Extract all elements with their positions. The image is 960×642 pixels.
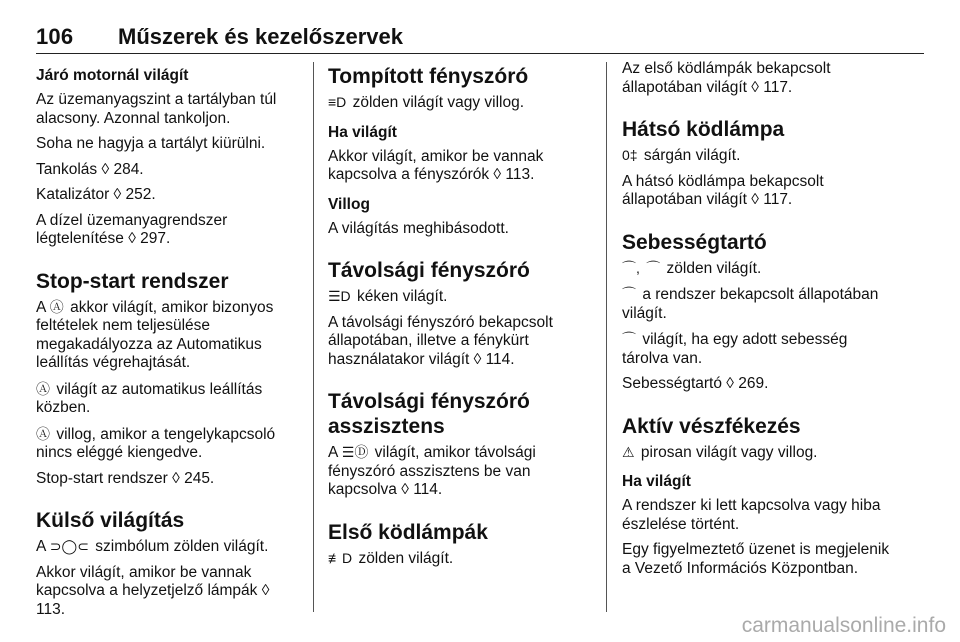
column-divider bbox=[606, 62, 607, 612]
paragraph: Soha ne hagyja a tartályt kiürülni. bbox=[36, 135, 266, 152]
paragraph: ⚠ pirosan világít vagy villog. bbox=[622, 443, 818, 461]
paragraph: ≡D zölden világít vagy villog. bbox=[328, 94, 525, 111]
watermark: carmanualsonline.info bbox=[741, 614, 946, 637]
high-beam-assist-icon: ☰Ⓓ bbox=[341, 444, 369, 460]
page-number: 106 bbox=[36, 24, 74, 49]
column-divider bbox=[313, 62, 314, 612]
paragraph: Az üzemanyagszint a tartályban túl alacsony. Azonnal tankoljon. bbox=[36, 91, 277, 127]
A-circle-icon: Ⓐ bbox=[49, 298, 64, 315]
paragraph: ☰D kéken világít. bbox=[328, 288, 448, 305]
cross-reference[interactable]: Akkor világít, amikor be vannak kapcsolva a helyzetjelző lámpák ◊ 113. bbox=[36, 563, 270, 618]
cross-reference[interactable]: A dízel üzemanyagrendszer légtelenítése ◊ 297. bbox=[36, 211, 228, 247]
cruise-control-icon: ⌒ bbox=[622, 286, 636, 302]
section-heading: Stop-start rendszer bbox=[36, 269, 229, 293]
paragraph: ≢D zölden világít. bbox=[328, 549, 454, 567]
paragraph: Ⓐ világít az automatikus leállítás közben. bbox=[36, 380, 263, 416]
low-beam-icon: ≡D bbox=[328, 94, 347, 110]
section-heading: Hátsó ködlámpa bbox=[622, 118, 785, 141]
column-1 bbox=[36, 60, 298, 626]
paragraph: 0‡ sárgán világít. bbox=[622, 147, 741, 164]
cross-reference[interactable]: Sebességtartó ◊ 269. bbox=[622, 375, 769, 392]
section-heading: Sebességtartó bbox=[622, 230, 767, 254]
section-heading: Távolsági fényszóró asszisztens bbox=[328, 390, 530, 438]
A-circle-icon: Ⓐ bbox=[36, 380, 50, 397]
section-heading: Külső világítás bbox=[36, 509, 185, 532]
front-fog-icon: ≢D bbox=[328, 549, 353, 566]
header-rule bbox=[36, 53, 924, 54]
sidelight-icon: ⊃◯⊂ bbox=[49, 538, 89, 554]
high-beam-icon: ☰D bbox=[328, 288, 351, 304]
paragraph: A ☰Ⓓ világít, amikor távolsági fényszóró asszisztens be van kapcsolva ◊ 114. bbox=[328, 444, 536, 498]
paragraph: A rendszer ki lett kapcsolva vagy hiba észlelése történt. bbox=[622, 497, 881, 533]
column-3 bbox=[622, 60, 892, 585]
cross-reference[interactable]: A hátsó ködlámpa bekapcsolt állapotában világít ◊ 117. bbox=[622, 172, 824, 208]
emergency-brake-icon: ⚠ bbox=[622, 443, 635, 460]
subsection-heading: Villog bbox=[328, 195, 370, 213]
paragraph: A ⊃◯⊂ szimbólum zölden világít. bbox=[36, 538, 269, 555]
cross-reference[interactable]: Tankolás ◊ 284. bbox=[36, 160, 144, 178]
A-circle-icon: Ⓐ bbox=[36, 425, 50, 442]
cruise-control-icon: ⌒ bbox=[622, 331, 636, 347]
rear-fog-icon: 0‡ bbox=[622, 147, 638, 163]
paragraph: A világítás meghibásodott. bbox=[328, 219, 509, 237]
cross-reference[interactable]: Katalizátor ◊ 252. bbox=[36, 186, 156, 203]
subsection-heading: Ha világít bbox=[622, 473, 691, 490]
page-header bbox=[36, 24, 924, 50]
cross-reference[interactable]: Az első ködlámpák bekapcsolt állapotában világít ◊ 117. bbox=[622, 60, 831, 96]
section-heading: Távolsági fényszóró bbox=[328, 259, 530, 282]
paragraph: ⌒ világít, ha egy adott sebesség tárolva van. bbox=[622, 331, 848, 367]
cruise-control-icon: ⌒, bbox=[622, 259, 640, 276]
paragraph: A Ⓐ akkor világít, amikor bizonyos feltételek nem teljesülése megakadályozza az Automatikus leállítás végrehajtását. bbox=[36, 298, 274, 371]
cruise-control-icon: ⌒ bbox=[646, 259, 661, 276]
column-2 bbox=[328, 60, 590, 575]
section-heading: Tompított fényszóró bbox=[328, 65, 529, 88]
section-heading: Aktív vészfékezés bbox=[622, 414, 801, 438]
paragraph: Egy figyelmeztető üzenet is megjelenik a Vezető Információs Központban. bbox=[622, 541, 890, 577]
cross-reference[interactable]: Akkor világít, amikor be vannak kapcsolva a fényszórók ◊ 113. bbox=[328, 147, 544, 183]
page-title: Műszerek és kezelőszervek bbox=[118, 24, 403, 49]
section-heading: Járó motornál világít bbox=[36, 67, 189, 84]
subsection-heading: Ha világít bbox=[328, 123, 397, 141]
section-heading: Első ködlámpák bbox=[328, 520, 488, 544]
cross-reference[interactable]: Stop-start rendszer ◊ 245. bbox=[36, 469, 215, 487]
paragraph: ⌒, ⌒ zölden világít. bbox=[622, 259, 762, 277]
paragraph: ⌒ a rendszer bekapcsolt állapotában világít. bbox=[622, 286, 879, 322]
cross-reference[interactable]: A távolsági fényszóró bekapcsolt állapotában, illetve a fénykürt használatakor világít ◊ 114. bbox=[328, 313, 553, 368]
paragraph: Ⓐ villog, amikor a tengelykapcsoló nincs eléggé kiengedve. bbox=[36, 425, 276, 461]
